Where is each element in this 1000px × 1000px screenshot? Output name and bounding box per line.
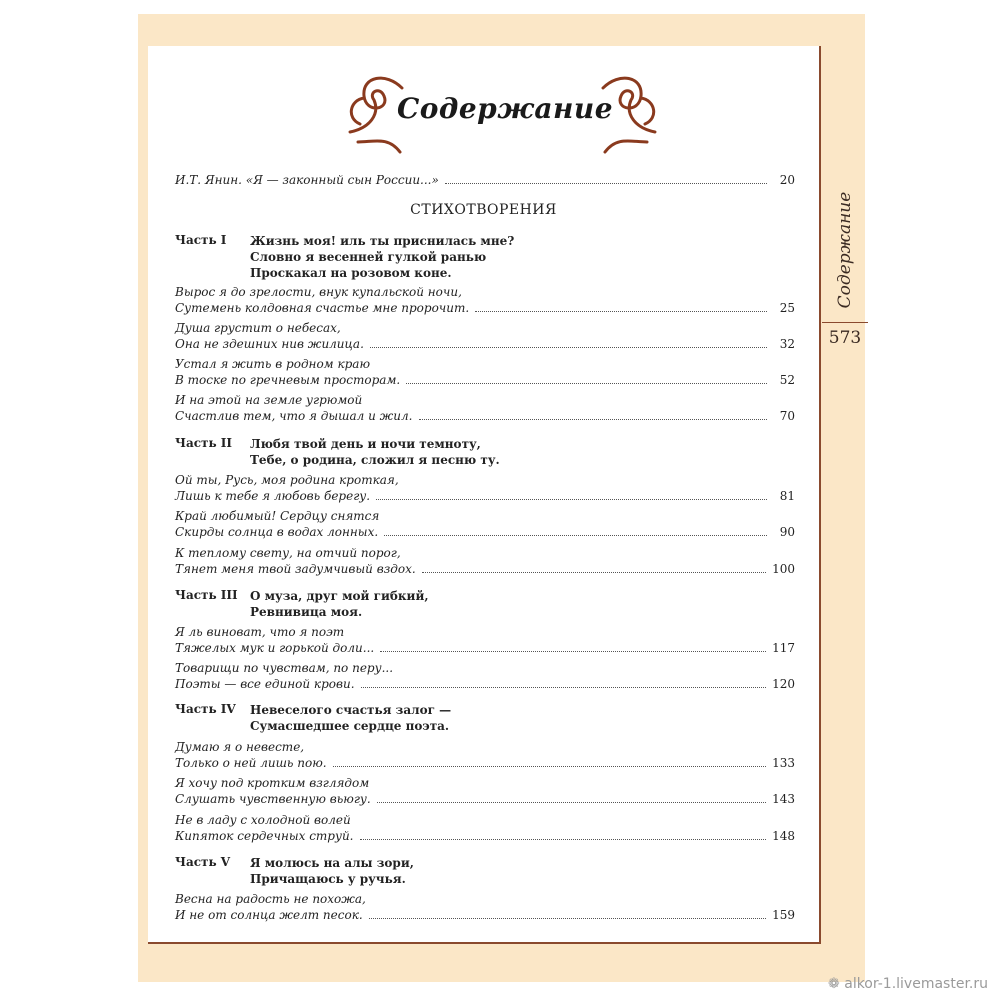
toc-entry-line: К теплому свету, на отчий порог, xyxy=(175,546,401,560)
toc-entry-page: 148 xyxy=(772,829,795,843)
toc-entry-line: Думаю я о невесте, xyxy=(175,740,305,754)
toc-entry[interactable] xyxy=(175,891,795,923)
toc-entry-line: Не в ладу с холодной волей xyxy=(175,813,351,827)
toc-entry-line: Товарищи по чувствам, по перу... xyxy=(175,661,394,675)
toc-entry-line: Поэты — все единой крови. xyxy=(175,677,355,691)
part-epigraph-line: О муза, друг мой гибкий, xyxy=(250,589,429,603)
heading-block xyxy=(340,70,670,158)
toc-entry-line: Тяжелых мук и горькой доли... xyxy=(175,641,375,655)
toc-intro-row xyxy=(175,172,795,188)
toc-entry-line: Слушать чувственную вьюгу. xyxy=(175,792,371,806)
part-epigraph-line: Жизнь моя! иль ты приснилась мне? xyxy=(250,234,515,248)
part-label: Часть IV xyxy=(175,702,236,716)
part-label: Часть I xyxy=(175,233,227,247)
toc-entry-line: Ой ты, Русь, моя родина кроткая, xyxy=(175,473,399,487)
toc-entry-line: И не от солнца желт песок. xyxy=(175,908,363,922)
toc-entry-line: Вырос я до зрелости, внук купальской ночи, xyxy=(175,285,462,299)
toc-entry-page: 100 xyxy=(772,562,795,576)
toc-entry-line: Она не здешних нив жилица. xyxy=(175,337,364,351)
toc-entry-line: Скирды солнца в водах лонных. xyxy=(175,525,379,539)
toc-entry-line: И на этой на земле угрюмой xyxy=(175,393,363,407)
toc-entry-line: Только о ней лишь пою. xyxy=(175,756,327,770)
leader-dots xyxy=(376,499,767,500)
leader-dots xyxy=(370,347,767,348)
toc-entry-page: 133 xyxy=(772,756,795,770)
toc-entry[interactable] xyxy=(175,812,795,844)
leader-dots xyxy=(360,839,767,840)
part-epigraph-line: Я молюсь на алы зори, xyxy=(250,856,414,870)
right-ornament-icon xyxy=(595,70,665,158)
toc-entry-page: 70 xyxy=(779,409,795,423)
toc-entry-page: 81 xyxy=(779,489,795,503)
toc-entry-line: Душа грустит о небесах, xyxy=(175,321,341,335)
leader-dots xyxy=(361,687,767,688)
leader-dots xyxy=(369,918,766,919)
toc-entry-line: Сутемень колдовная счастье мне пророчит. xyxy=(175,301,470,315)
watermark-text: alkor-1.livemaster.ru xyxy=(844,976,988,992)
leader-dots xyxy=(422,572,766,573)
leader-dots xyxy=(406,383,767,384)
part-epigraph-line: Проскакал на розовом коне. xyxy=(250,266,452,280)
toc-entry-line: Я хочу под кротким взглядом xyxy=(175,776,370,790)
toc-entry[interactable] xyxy=(175,284,795,316)
leader-dots xyxy=(419,419,768,420)
part-label: Часть III xyxy=(175,588,238,602)
toc-entry[interactable] xyxy=(175,472,795,504)
part-epigraph-line: Тебе, о родина, сложил я песню ту. xyxy=(250,453,500,467)
toc-entry[interactable] xyxy=(175,508,795,540)
toc-intro-text: И.Т. Янин. «Я — законный сын России...» xyxy=(175,173,439,187)
toc-entry-page: 143 xyxy=(772,792,795,806)
leader-dots xyxy=(333,766,766,767)
toc-entry-line: Лишь к тебе я любовь берегу. xyxy=(175,489,371,503)
toc-entry-line: Тянет меня твой задумчивый вздох. xyxy=(175,562,416,576)
toc-entry[interactable] xyxy=(175,392,795,424)
toc-entry-line: Край любимый! Сердцу снятся xyxy=(175,509,380,523)
toc-entry-line: Я ль виноват, что я поэт xyxy=(175,625,345,639)
toc-entry-line: В тоске по гречневым просторам. xyxy=(175,373,401,387)
watermark: ❁ alkor-1.livemaster.ru xyxy=(828,976,988,992)
toc-intro-page: 20 xyxy=(779,173,795,187)
leader-dots xyxy=(384,535,767,536)
leader-dots xyxy=(475,311,767,312)
section-heading: СТИХОТВОРЕНИЯ xyxy=(410,202,557,218)
toc-entry-page: 32 xyxy=(779,337,795,351)
page-number: 573 xyxy=(828,328,862,348)
part-label: Часть II xyxy=(175,436,233,450)
leader-dots xyxy=(377,802,766,803)
part-epigraph-line: Невеселого счастья залог — xyxy=(250,703,452,717)
toc-entry[interactable] xyxy=(175,320,795,352)
page-title: Содержание xyxy=(396,92,614,125)
toc-entry[interactable] xyxy=(175,660,795,692)
toc-entry-page: 52 xyxy=(779,373,795,387)
toc-entry[interactable] xyxy=(175,739,795,771)
part-epigraph-line: Словно я весенней гулкой ранью xyxy=(250,250,487,264)
toc-entry-page: 25 xyxy=(779,301,795,315)
part-epigraph-line: Любя твой день и ночи темноту, xyxy=(250,437,481,451)
toc-entry[interactable] xyxy=(175,545,795,577)
toc-entry[interactable] xyxy=(175,775,795,807)
part-label: Часть V xyxy=(175,855,231,869)
toc-entry-line: Устал я жить в родном краю xyxy=(175,357,371,371)
toc-entry-page: 120 xyxy=(772,677,795,691)
toc-entry[interactable] xyxy=(175,356,795,388)
part-epigraph-line: Причащаюсь у ручья. xyxy=(250,872,406,886)
leader-dots xyxy=(380,651,766,652)
running-head-divider xyxy=(822,322,868,323)
toc-entry-line: Кипяток сердечных струй. xyxy=(175,829,354,843)
leader-dots xyxy=(445,183,767,184)
toc-entry-line: Весна на радость не похожа, xyxy=(175,892,366,906)
part-epigraph-line: Ревнивица моя. xyxy=(250,605,363,619)
toc-entry-line: Счастлив тем, что я дышал и жил. xyxy=(175,409,413,423)
toc-entry-page: 159 xyxy=(772,908,795,922)
toc-entry-page: 90 xyxy=(779,525,795,539)
toc-entry[interactable] xyxy=(175,624,795,656)
part-epigraph-line: Сумасшедшее сердце поэта. xyxy=(250,719,450,733)
running-head: Содержание xyxy=(835,191,855,309)
toc-entry-page: 117 xyxy=(772,641,795,655)
